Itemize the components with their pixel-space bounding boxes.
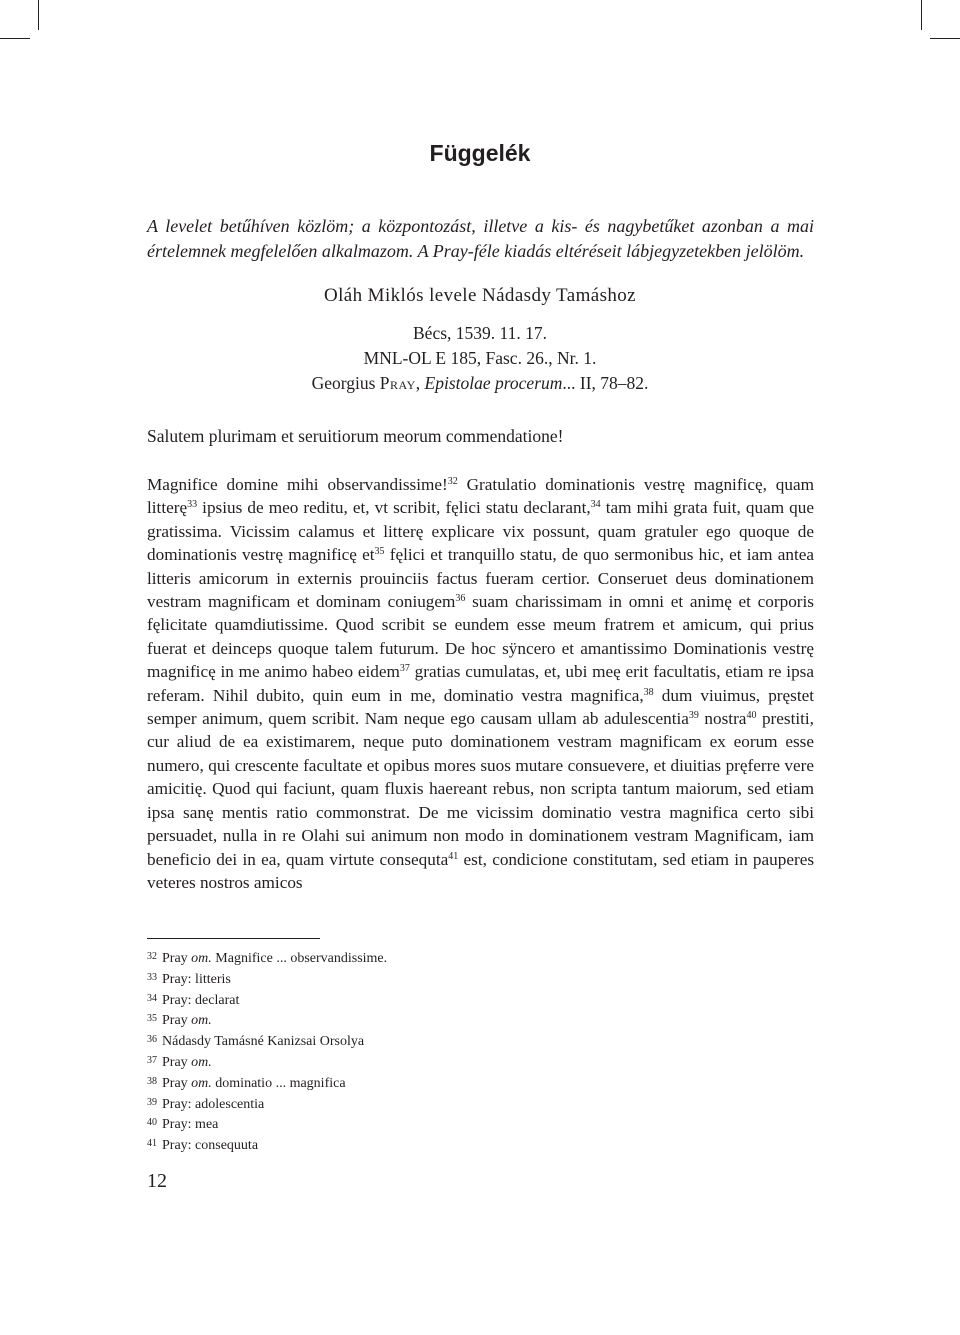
- footnote-separator: [147, 938, 320, 939]
- letter-body: [147, 473, 814, 894]
- crop-mark-top-right-v: [921, 0, 922, 30]
- footnote-ref[interactable]: 38: [643, 686, 654, 698]
- editorial-intro: A levelet betűhíven közlöm; a központozást, illetve a kis- és nagybetűket azonban a mai értelemnek megfelelően alkalmazom. A Pray-féle kiadás eltéréseit lábjegyzetekben jelölöm.: [147, 216, 814, 261]
- footnote-text: Pray: litteris: [162, 971, 231, 987]
- footnote-number: 35: [147, 1013, 157, 1025]
- footnote-number: 33: [147, 971, 157, 983]
- footnote-abbrev: om.: [191, 1013, 212, 1029]
- body-text: ipsius de meo reditu, et, vt scribit, fęlici statu declarant,: [197, 498, 591, 518]
- edition-author-surname: Pray: [379, 373, 416, 393]
- footnote-item: [147, 1114, 387, 1135]
- body-text: dum viuimus, pręstet semper animum, quem scribit. Nam neque ego causam ullam ab adulescentia: [147, 685, 815, 729]
- footnotes: [147, 948, 387, 1156]
- appendix-heading: Függelék: [429, 140, 531, 166]
- footnote-number: 41: [147, 1138, 157, 1150]
- body-text: nostra: [698, 709, 747, 729]
- footnote-item: [147, 1073, 387, 1094]
- footnote-abbrev: om.: [191, 951, 212, 966]
- footnote-text: Pray: consequuta: [162, 1138, 259, 1154]
- footnote-text: Magnifice ... observandissime.: [211, 951, 388, 966]
- edition-volume-pages: ... II, 78–82.: [562, 373, 649, 393]
- footnote-ref[interactable]: 39: [688, 710, 699, 722]
- footnote-text: Pray: [162, 951, 192, 966]
- footnote-number: 37: [147, 1054, 157, 1066]
- footnote-ref[interactable]: 35: [374, 546, 385, 558]
- footnote-ref[interactable]: 40: [746, 710, 757, 722]
- footnote-number: 38: [147, 1075, 157, 1087]
- footnote-abbrev: om.: [191, 1054, 212, 1070]
- footnote-text: Pray: [162, 1054, 192, 1070]
- footnote-number: 36: [147, 1034, 157, 1046]
- body-text: prestiti, cur aliud de ea existimarem, neque puto dominationem vestram magnificam ex eorum esse numero, qui crescente facultate et opibus mores suos mutare consuevere, et diuitias pręferre vere amicitię. Quod qui faciunt, quam fluxis haereant rebus, non scripta tantum maiorum, sed etiam ipsa sanę mentis ratio commonstrat. De me vicissim dominatio vestra magnifica certo sibi persuadet, nulla in re Olahi sui animum non modo in dominationem vestram Magnificam, iam beneficio dei in ea, quam virtute consequta: [147, 709, 814, 869]
- edition-reference: Georgius Pray, Epistolae procerum... II, 78–82.: [311, 373, 649, 393]
- crop-mark-top-left-v: [38, 0, 39, 30]
- footnote-text: Pray: adolescentia: [162, 1096, 265, 1112]
- footnote-item: [147, 1094, 387, 1115]
- footnote-number: 39: [147, 1096, 157, 1108]
- footnote-text: Pray: [162, 1075, 192, 1091]
- footnote-text: Pray: [162, 1013, 192, 1029]
- edition-author: Georgius: [311, 373, 376, 393]
- body-text: est, condicione constitutam, sed etiam in pauperes veteres nostros amicos: [147, 849, 815, 892]
- footnote-ref[interactable]: 33: [187, 499, 198, 511]
- archive-reference: MNL-OL E 185, Fasc. 26., Nr. 1.: [363, 348, 597, 368]
- footnote-text: Pray: declarat: [162, 992, 240, 1008]
- body-text: Gratulatio dominationis vestrę magnificę, quam litterę: [147, 475, 814, 518]
- salutation: Salutem plurimam et seruitiorum meorum commendatione!: [147, 426, 564, 446]
- footnote-ref[interactable]: 36: [455, 593, 466, 605]
- footnote-abbrev: om.: [191, 1075, 212, 1091]
- footnote-number: 40: [147, 1117, 157, 1129]
- body-text: gratias cumulatas, et, ubi meę erit facultatis, etiam re ipsa referam. Nihil dubito, quin eum in me, dominatio vestra magnifica,: [147, 662, 814, 705]
- crop-mark-top-right-h: [930, 38, 960, 39]
- footnote-number: 32: [147, 951, 157, 962]
- footnote-number: 34: [147, 992, 157, 1004]
- footnote-item: [147, 1010, 387, 1031]
- crop-mark-top-left-h: [0, 38, 30, 39]
- letter-title: Oláh Miklós levele Nádasdy Tamáshoz: [323, 285, 637, 306]
- footnote-item: [147, 1052, 387, 1073]
- footnote-ref[interactable]: 32: [447, 476, 458, 487]
- footnote-ref[interactable]: 37: [399, 663, 410, 675]
- page-number: 12: [147, 1170, 167, 1192]
- footnote-item: [147, 948, 387, 969]
- footnote-ref[interactable]: 41: [448, 850, 459, 862]
- letter-metadata: [0, 321, 960, 396]
- body-text: Magnifice domine mihi observandissime!: [147, 475, 448, 494]
- footnote-item: [147, 990, 387, 1011]
- footnote-item: [147, 1135, 387, 1156]
- footnote-ref[interactable]: 34: [590, 499, 601, 511]
- footnote-item: [147, 969, 387, 990]
- footnote-text: Nádasdy Tamásné Kanizsai Orsolya: [162, 1034, 365, 1050]
- body-text: tam mihi grata fuit, quam que gratissima. Vicissim calamus et litterę explicare vix possunt, quam gratuler ego quoque de dominationis vestrę magnificę et: [147, 498, 815, 565]
- body-text: suam charissimam in omni et animę et corporis fęlicitate quamdiutissime. Quod scribit se eundem esse meum fratrem et amicum, qui prius fuerat et deinceps quoque talem futurum. De hoc sÿncero et amantissimo Dominationis vestrę magnificę in me animo habeo eidem: [147, 592, 814, 682]
- footnote-item: [147, 1031, 387, 1052]
- body-text: fęlici et tranquillo statu, de quo sermonibus hic, et iam antea litteris amicorum in externis prouinciis factus fueram certior. Conseruet deus dominationem vestram magnificam et dominam coniugem: [147, 545, 814, 612]
- edition-work: Epistolae procerum: [424, 373, 563, 393]
- footnote-text: Pray: mea: [162, 1117, 219, 1133]
- place-date: Bécs, 1539. 11. 17.: [413, 323, 547, 343]
- footnote-text: dominatio ... magnifica: [211, 1075, 346, 1091]
